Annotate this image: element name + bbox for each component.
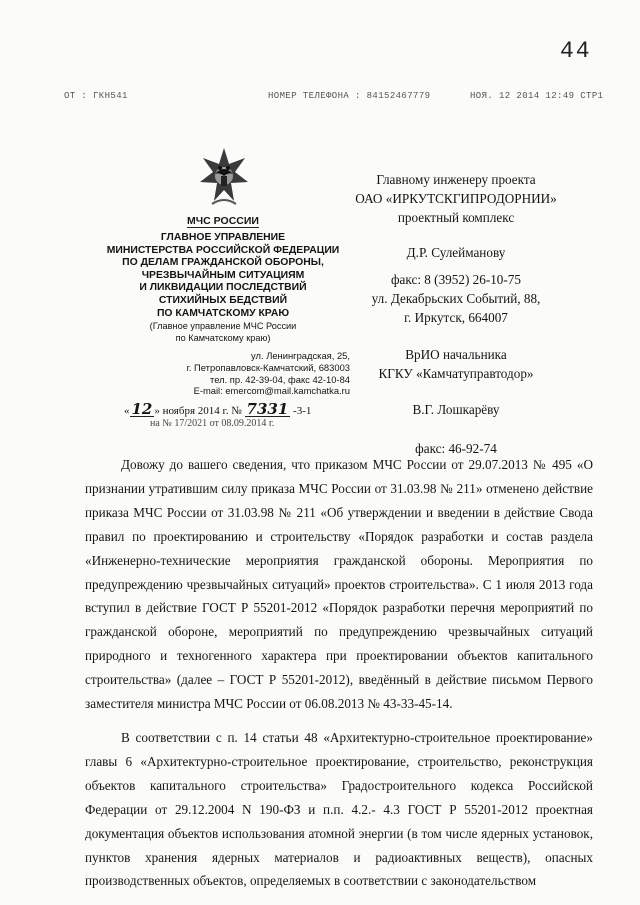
recipient-block [310, 170, 602, 458]
recipient-line: ВрИО начальника [405, 347, 507, 362]
incoming-reference: на № 17/2021 от 08.09.2014 г. [150, 418, 275, 426]
sender-line: ЧРЕЗВЫЧАЙНЫМ СИТУАЦИЯМ [141, 269, 305, 281]
fax-from: ОТ : ГКН541 [64, 91, 128, 101]
sender-address: ул. Ленинградская, 25, [251, 350, 350, 361]
sender-line: И ЛИКВИДАЦИИ ПОСЛЕДСТВИЙ [139, 282, 307, 294]
recipient-fax: факс: 8 (3952) 26-10-75 [391, 272, 521, 287]
sender-phone: тел. пр. 42-39-04, факс 42-10-84 [210, 373, 350, 385]
page-number: 44 [560, 38, 592, 64]
recipient-line: Главному инженеру проекта [376, 172, 536, 187]
recipient-name: Д.Р. Сулейманову [406, 245, 506, 260]
recipient-name: В.Г. Лошкарёву [412, 402, 500, 417]
recipient-fax: факс: 46-92-74 [415, 441, 497, 456]
ref-number: 7331 [246, 400, 289, 418]
recipient-line: ОАО «ИРКУТСКГИПРОДОРНИИ» [355, 191, 557, 206]
body-paragraph-2: В соответствии с п. 14 статьи 48 «Архитектурно-строительное проектирование» главы 6 «Архитектурно-строительное проектирование, строительство, реконструкция объектов капитального строительства» Градостроительного кодекса Российской Федерации от 29.12.2004 N 190-ФЗ и п.п. 4.2.- 4.3 ГОСТ Р 55201-2012 проектная документация объектов использования атомной энергии (в том числе ядерных установок, пунктов хранения ядерных материалов и радиоактивных веществ), опасных производственных объектов, определяемых в соответствии с законодательством [85, 729, 593, 889]
ref-number-label: № [231, 405, 242, 417]
sender-line: ПО КАМЧАТСКОМУ КРАЮ [156, 307, 290, 319]
recipient-city: г. Иркутск, 664007 [404, 310, 508, 325]
ref-day: 12 [131, 400, 153, 418]
fax-header [0, 91, 640, 105]
sender-short-name: по Камчатскому краю) [175, 333, 271, 344]
sender-line: МИНИСТЕРСТВА РОССИЙСКОЙ ФЕДЕРАЦИИ [106, 244, 340, 256]
ref-suffix: -3-1 [293, 405, 312, 417]
sender-email: E-mail: emercom@mail.kamchatka.ru [193, 385, 350, 397]
sender-line: СТИХИЙНЫХ БЕДСТВИЙ [158, 294, 288, 306]
fax-phone: НОМЕР ТЕЛЕФОНА : 84152467779 [268, 91, 431, 101]
letter-body [85, 453, 593, 893]
recipient-street: ул. Декабрьских Событий, 88, [371, 291, 541, 306]
sender-city: г. Петропавловск-Камчатский, 683003 [186, 361, 350, 373]
outgoing-reference: « 12 » ноября 2014 г. № 7331 -3-1 [124, 400, 312, 418]
ref-month-year: ноября 2014 г. [162, 405, 229, 417]
sender-org-name: МЧС РОССИИ [187, 215, 259, 227]
sender-short-name: (Главное управление МЧС России [149, 321, 297, 332]
sender-line: ГЛАВНОЕ УПРАВЛЕНИЕ [160, 232, 286, 243]
sender-line: ПО ДЕЛАМ ГРАЖДАНСКОЙ ОБОРОНЫ, [122, 257, 324, 269]
body-paragraph-1: Довожу до вашего сведения, что приказом МЧС России от 29.07.2013 № 495 «О признании утратившим силу приказа МЧС России от 31.03.98 № 211» отменено действие приказа МЧС России от 31.03.98 № 211 «Об утверждении и введении в действие Свода правил по проектированию и строительству «Порядок разработки и состав раздела «Инженерно-технические мероприятия гражданской обороны. Мероприятия по предупреждению чрезвычайных ситуаций» проектов строительства». С 1 июля 2013 года вступил в действие ГОСТ Р 55201-2012 «Порядок разработки перечня мероприятий по гражданской обороне, мероприятий по предупреждению чрезвычайных ситуаций природного и техногенного характера при проектировании объектов капитального строительства» (далее – ГОСТ Р 55201-2012), введённый в действие письмом Первого заместителя министра МЧС России от 06.08.2013 № 43-33-45-14. [85, 457, 593, 712]
fax-date: НОЯ. 12 2014 12:49 СТР1 [470, 91, 604, 101]
recipient-line: проектный комплекс [397, 210, 515, 225]
mchs-emblem-icon [198, 146, 250, 210]
recipient-line: КГКУ «Камчатуправтодор» [378, 366, 534, 381]
